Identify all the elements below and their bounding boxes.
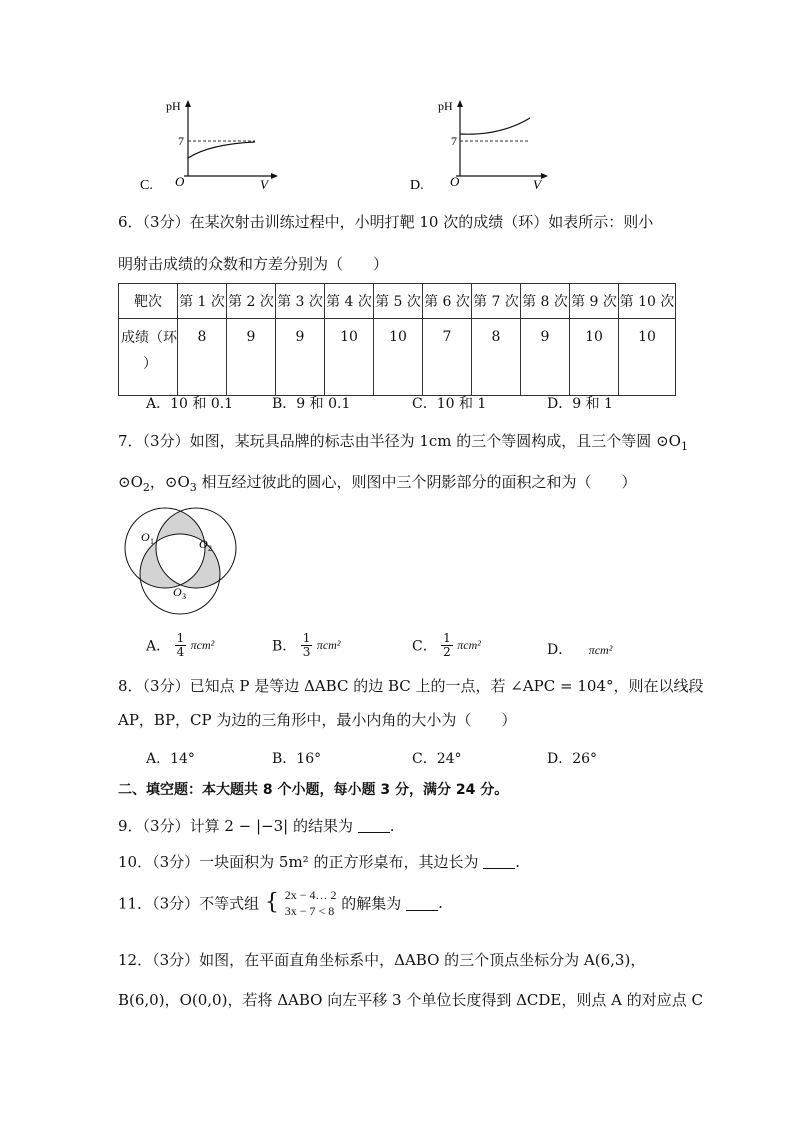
fraction-denominator: 3 (302, 645, 311, 659)
table-cell: 10 (374, 319, 423, 396)
q7-option-b (272, 632, 340, 659)
q7-line2-text: 相互经过彼此的圆心，则图中三个阴影部分的面积之和为（ ） (196, 473, 637, 491)
table-header-cell: 靶次 (119, 284, 178, 319)
fraction-denominator: 2 (443, 645, 451, 659)
q11-ineq2: 3x − 7 < 8 (284, 904, 335, 918)
section-2-heading: 二、填空题：本大题共 8 个小题，每小题 3 分，满分 24 分。 (118, 782, 509, 798)
q12-line2: B(6,0)，O(0,0)，若将 ΔABO 向左平移 3 个单位长度得到 ΔCDE，则点 A 的对应点 C (118, 991, 703, 1009)
graph-c-option-label: C. (140, 178, 153, 193)
q8-option-c: C．24° (412, 751, 462, 767)
label-o3-sub: 3 (182, 592, 186, 601)
table-cell: 7 (423, 319, 472, 396)
q8-option-b: B．16° (272, 751, 322, 767)
q7-circle-o2-sub: 2 (142, 481, 150, 494)
option-unit: πcm² (457, 638, 481, 652)
q6-option-b: B．9 和 0.1 (272, 396, 351, 412)
answer-blank[interactable] (483, 854, 515, 869)
q7-circle-o3: ，⊙O (149, 473, 190, 491)
row-label-part1: 成绩（环 (121, 330, 177, 346)
table-cell: 10 (325, 319, 374, 396)
graph-d-x-label: V (533, 177, 541, 192)
table-header-cell: 第 10 次 (619, 284, 676, 319)
table-header-cell: 第 8 次 (521, 284, 570, 319)
fraction-numerator: 1 (443, 631, 451, 645)
fraction-numerator: 1 (302, 631, 311, 645)
graph-c-tick-7: 7 (178, 134, 184, 148)
graph-d-option-label: D. (410, 178, 424, 193)
table-header-cell: 第 5 次 (374, 284, 423, 319)
label-o2: O (199, 537, 208, 551)
q11-ineq1: 2x − 4… 2 (284, 888, 337, 902)
q6-option-c: C．10 和 1 (412, 396, 487, 412)
q7-line2 (118, 471, 637, 494)
q6-option-d: D．9 和 1 (547, 396, 613, 412)
q6-line1: 6．（3分）在某次射击训练过程中，小明打靶 10 次的成绩（环）如表所示：则小 (118, 213, 654, 231)
q8-line1: 8．（3分）已知点 P 是等边 ΔABC 的边 BC 上的一点，若 ∠APC = 104°，则在以线段 (118, 677, 704, 695)
option-unit: πcm² (190, 638, 215, 652)
table-row (119, 319, 676, 396)
q10-end: . (515, 853, 521, 871)
graph-c-x-label: V (260, 177, 268, 192)
option-letter: D． (547, 642, 573, 658)
q10 (118, 851, 520, 872)
fraction-numerator: 1 (176, 631, 185, 645)
fraction-denominator: 4 (176, 645, 185, 659)
q10-text: 10．（3分）一块面积为 5m² 的正方形桌布，其边长为 (118, 853, 479, 871)
label-o2-sub: 2 (208, 544, 212, 553)
graph-d-y-label: pH (438, 99, 453, 113)
table-cell: 9 (276, 319, 325, 396)
graph-c-y-label: pH (166, 99, 181, 113)
label-o1: O (141, 530, 150, 544)
q7-line1-sub: 1 (680, 440, 688, 453)
table-row-label (119, 319, 178, 396)
q7-circle-o3-sub: 3 (189, 481, 197, 494)
q6-line2: 明射击成绩的众数和方差分别为（ ） (118, 255, 389, 273)
table-cell: 10 (619, 319, 676, 396)
q6-score-table (118, 283, 676, 396)
q7-option-a (146, 632, 214, 659)
graph-c-curve (188, 142, 255, 158)
label-o3: O (173, 585, 182, 599)
q11-pre: 11．（3分）不等式组 (118, 894, 260, 913)
label-o1-sub: 1 (150, 537, 154, 546)
q11 (118, 885, 443, 925)
table-header-cell: 第 3 次 (276, 284, 325, 319)
brace-icon: { (264, 890, 279, 915)
row-label-part2: ） (143, 356, 157, 372)
answer-blank[interactable] (358, 818, 390, 833)
graph-c-origin: O (175, 174, 185, 189)
option-letter: A． (146, 638, 171, 655)
table-cell: 10 (570, 319, 619, 396)
graph-d-curve (460, 118, 530, 134)
table-header-cell: 第 4 次 (325, 284, 374, 319)
q8-line2: AP，BP，CP 为边的三角形中，最小内角的大小为（ ） (118, 711, 517, 729)
table-header-cell: 第 1 次 (178, 284, 227, 319)
q9-end: . (389, 817, 395, 835)
graph-d-origin: O (450, 174, 460, 189)
option-letter: C． (412, 638, 437, 655)
q6-option-a: A．10 和 0.1 (146, 396, 234, 412)
graph-d (410, 96, 560, 196)
q11-end: . (438, 894, 443, 912)
q8-option-d: D．26° (547, 751, 598, 767)
q9-text: 9．（3分）计算 2 − |−3| 的结果为 (118, 817, 353, 835)
answer-blank[interactable] (406, 896, 438, 911)
table-header-cell: 第 7 次 (472, 284, 521, 319)
q7-line1-text: 7．（3分）如图，某玩具品牌的标志由半径为 1cm 的三个等圆构成，且三个等圆 ⊙O (118, 432, 681, 450)
table-header-row (119, 284, 676, 319)
table-cell: 9 (521, 319, 570, 396)
graph-d-tick-7: 7 (451, 134, 457, 148)
table-cell: 8 (178, 319, 227, 396)
q7-option-c (412, 632, 481, 659)
q11-post: 的解集为 (341, 894, 402, 913)
option-unit: πcm² (588, 643, 613, 657)
q12-line1: 12．（3分）如图，在平面直角坐标系中，ΔABO 的三个顶点坐标分为 A(6,3)， (118, 951, 646, 969)
option-letter: B． (272, 638, 297, 655)
graph-c (140, 96, 290, 196)
q7-option-d (547, 639, 612, 659)
q7-line1 (118, 430, 688, 453)
table-header-cell: 第 2 次 (227, 284, 276, 319)
q8-option-a: A．14° (146, 751, 195, 767)
table-header-cell: 第 9 次 (570, 284, 619, 319)
table-cell: 9 (227, 319, 276, 396)
table-header-cell: 第 6 次 (423, 284, 472, 319)
three-circles-figure (116, 506, 241, 618)
table-cell: 8 (472, 319, 521, 396)
q7-circle-o2: ⊙O (118, 473, 143, 491)
option-unit: πcm² (316, 638, 341, 652)
q9 (118, 815, 395, 836)
